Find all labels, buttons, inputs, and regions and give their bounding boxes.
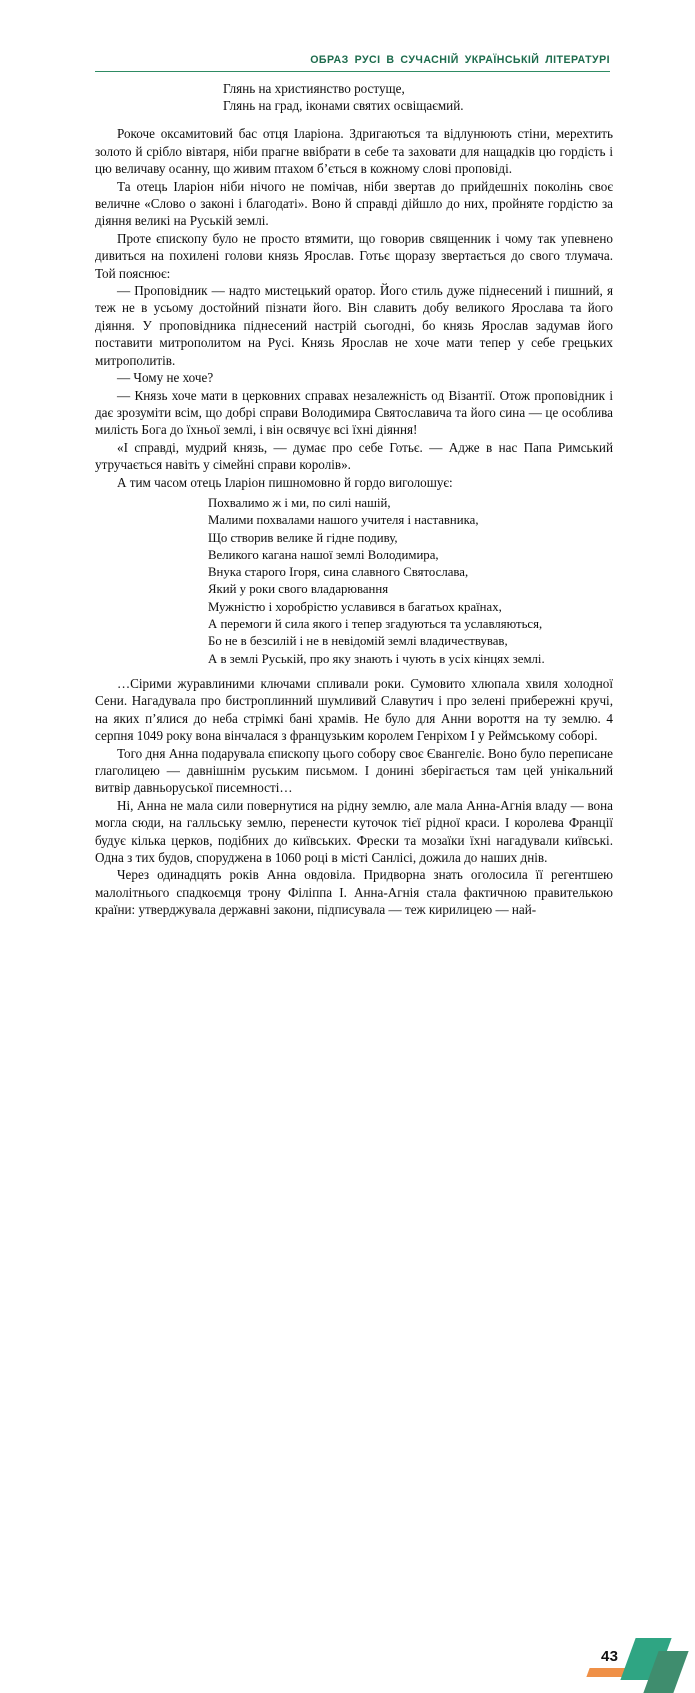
verse-line-5: Внука старого Ігоря, сина славного Святослава,	[208, 565, 469, 580]
verse-line-3: Що створив велике й гідне подиву,	[208, 530, 398, 545]
paragraph-8-verse-intro: А тим часом отець Іларіон пишномовно й гордо виголошує:	[117, 474, 453, 490]
epigraph-line-2: Глянь на град, іконами святих освіщаємий.	[223, 98, 464, 114]
footer-decoration	[0, 818, 695, 1665]
verse-line-1: Похвалимо ж і ми, по силі нашій,	[208, 495, 391, 510]
verse-line-4: Великого кагана нашої землі Володимира,	[208, 547, 439, 562]
paragraph-3: Проте єпископу було не просто втямити, що говорив священник і чому так упевнено дивиться на похилені голови князь Ярослав. Готьє щоразу звертається до свого тлумача. Той пояснює:	[95, 230, 613, 281]
verse-line-10: А в землі Руській, про яку знають і чують в усіх кінцях землі.	[208, 651, 545, 666]
running-head-title: ОБРАЗ РУСІ В СУЧАСНІЙ УКРАЇНСЬКІЙ ЛІТЕРАТУРІ	[310, 54, 610, 66]
epigraph-line-1: Глянь на християнство ростуще,	[223, 81, 405, 96]
verse-line-7: Мужністю і хоробрістю уславився в багатьох країнах,	[208, 599, 502, 614]
verse-line-9: Бо не в безсилій і не в невідомій землі владичествував,	[208, 634, 508, 649]
paragraph-1: Рокоче оксамитовий бас отця Іларіона. Здригаються та відлунюють стіни, мерехтить золото й срібло вівтаря, ніби прагне ввібрати в себе та заховати для нащадків цю гордість і цю величаву осанну, що живим птахом б’ється в кожному слові проповіді.	[95, 126, 613, 177]
body-text-column	[95, 80, 613, 919]
verse-line-2: Малими похвалами нашого учителя і наставника,	[208, 513, 479, 528]
paragraph-2: Та отець Іларіон ніби нічого не помічав, ніби звертав до прийдешніх поколінь своє величне «Слово о законі і благодаті». Воно й справді дійшло до них, пройняте гордістю за діяння великі на Руській землі.	[95, 178, 613, 229]
paragraph-12: Через одинадцять років Анна овдовіла. Придворна знать оголосила її регентшею малолітнього спадкоємця трону Філіппа I. Анна-Агнія стала фактичною правителькою країни: утверджувала державні закони, підписувала — теж кирилицею — най-	[95, 867, 613, 918]
paragraph-5-dialogue: — Чому не хоче?	[117, 370, 214, 386]
verse-line-6: Який у роки свого владарювання	[208, 582, 389, 597]
epigraph-block	[95, 80, 613, 114]
page-number: 43	[601, 1648, 619, 1665]
paragraph-6-dialogue: — Князь хоче мати в церковних справах незалежність од Візантії. Отож проповідник і дає зрозуміти всім, що добрі справи Володимира Святославича та його сина — це особлива милість Бога до їхньої землі, і він освячує всі їхні діяння!	[95, 387, 613, 438]
running-head-rule	[95, 71, 610, 72]
paragraph-9: …Сірими журавлиними ключами спливали роки. Сумовито хлюпала хвиля холодної Сени. Нагадувала про бистроплинний шумливий Славутич і про зелені прибережні кручі, на яких п’ялися до неба стрімкі бані храмів. Не було для Анни вороття на ту землю. 4 серпня 1049 року вона вінчалася з французьким королем Генріхом I у Реймському соборі.	[95, 675, 613, 744]
running-head	[95, 54, 610, 67]
paragraph-10: Того дня Анна подарувала єпископу цього собору своє Євангеліє. Воно було переписане глаголицею — давнішнім руським письмом. І донині зберігається там цей унікальний витвір давньоруської писемності…	[95, 745, 613, 796]
verse-line-8: А перемоги й сила якого і тепер згадуються та уславляються,	[208, 617, 543, 632]
verse-block	[208, 495, 613, 668]
paragraph-11: Ні, Анна не мала сили повернутися на рідну землю, але мала Анна-Агнія владу — вона могла сюди, на галльську землю, перенести куточок тієї рідної краси. І королева Франції будує кілька церков, подібних до київських. Фрески та мозаїки їхні нагадували київські. Одна з тих будов, споруджена в 1060 році в місті Санлісі, дожила до наших днів.	[95, 797, 613, 865]
paragraph-4-dialogue: — Проповідник — надто мистецький оратор. Його стиль дуже піднесений і пишний, я теж не в усьому достойний пізнати його. Він славить добу великого Ярослава та його діяння. У проповідника піднесений настрій сьогодні, бо князь Ярослав задумав його поставити митрополитом на Русі. Князь Ярослав не хоче мати тепер у себе грецьких митрополитів.	[95, 283, 613, 368]
paragraph-7-quote: «І справді, мудрий князь, — думає про себе Готьє. — Адже в нас Папа Римський утручається навіть у сімейні справи королів».	[95, 439, 613, 473]
